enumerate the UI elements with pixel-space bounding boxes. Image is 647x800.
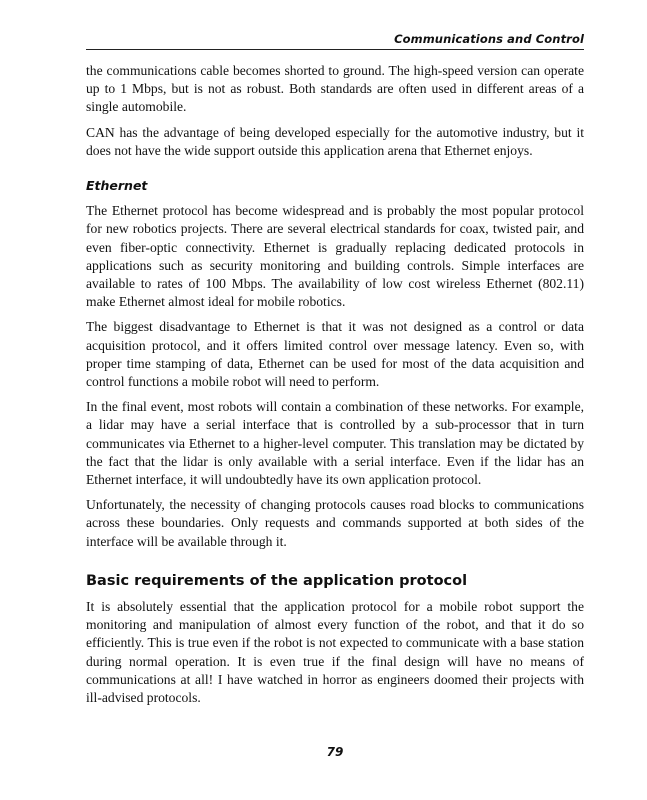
paragraph-network-combination: In the final event, most robots will contain a combination of these networks. For example, a lidar may have a serial interface that is controlled by a sub-processor that in turn communicates via Ethernet to a higher-level computer. This translation may be dictated by the fact that the lidar is only available with a serial interface. Even if the lidar has an Ethernet interface, it will undoubtedly have its own application protocol.: [86, 399, 584, 488]
body-text: [86, 62, 584, 714]
paragraph-can-advantage: CAN has the advantage of being developed especially for the automotive industry, but it does not have the wide support outside this application arena that Ethernet enjoys.: [86, 124, 584, 158]
subheading-ethernet: Ethernet: [86, 178, 148, 194]
running-header: Communications and Control: [394, 32, 584, 46]
book-page: [86, 0, 584, 800]
paragraph-can-speed: the communications cable becomes shorted to ground. The high-speed version can operate up to 1 Mbps, but is not as robust. Both standards are often used in different areas of a single automobile.: [86, 63, 584, 115]
page-number: 79: [326, 745, 344, 759]
paragraph-ethernet-disadvantage: The biggest disadvantage to Ethernet is that it was not designed as a control or data acquisition protocol, and it offers limited control over message latency. Even so, with proper time stamping of data, Ethernet can be used for most of the data acquisition and control functions a mobile robot will need to perform.: [86, 319, 584, 390]
header-rule: [86, 49, 584, 50]
paragraph-ethernet-overview: The Ethernet protocol has become widespread and is probably the most popular protocol for new robotics projects. There are several electrical standards for coax, twisted pair, and even fiber-optic connectivity. Ethernet is gradually replacing dedicated protocols in applications such as security monitoring and building controls. Simple interfaces are available to rates of 100 Mbps. The availability of low cost wireless Ethernet (802.11) make Ethernet almost ideal for mobile robotics.: [86, 203, 584, 310]
section-heading-application-protocol: Basic requirements of the application protocol: [86, 572, 468, 589]
paragraph-protocol-requirements: It is absolutely essential that the application protocol for a mobile robot support the monitoring and manipulation of almost every function of the robot, and that it do so efficiently. This is true even if the robot is not expected to communicate with a base station during normal operation. It is even true if the final design will have no means of communications at all! I have watched in horror as engineers doomed their projects with ill-advised protocols.: [86, 599, 584, 706]
paragraph-protocol-boundaries: Unfortunately, the necessity of changing protocols causes road blocks to communications across these boundaries. Only requests and commands supported at both sides of the interface will be available through it.: [86, 497, 584, 549]
